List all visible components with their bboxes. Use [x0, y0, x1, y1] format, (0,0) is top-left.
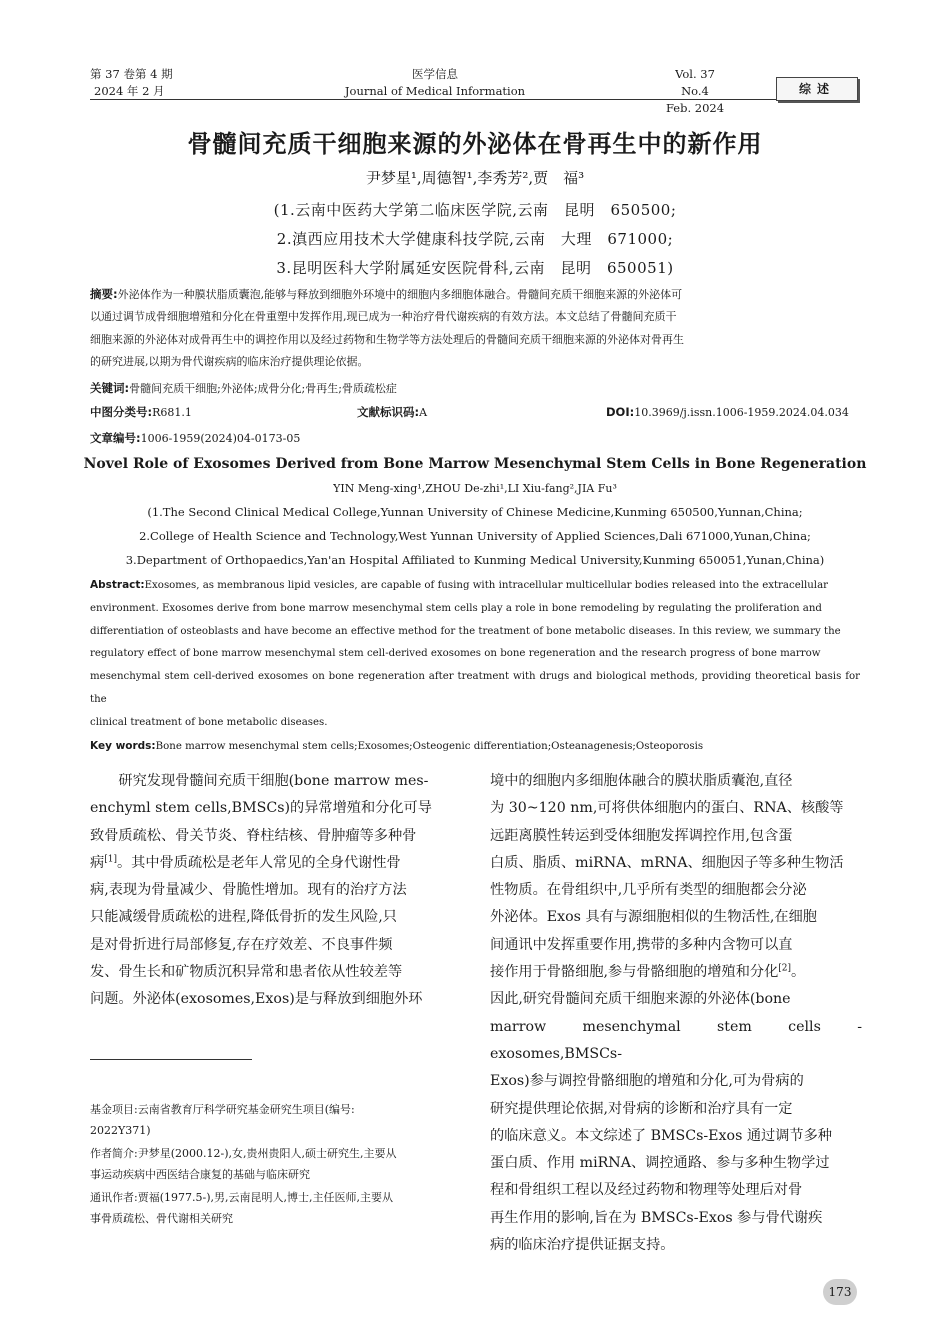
clc-label: 中图分类号: — [90, 405, 153, 419]
keywords-cn — [90, 379, 397, 398]
footnote-line: 事运动疾病中西医结合康复的基础与临床研究 — [90, 1168, 310, 1181]
body-line: 为 30~120 nm,可将供体细胞内的蛋白、RNA、核酸等 — [490, 800, 844, 817]
body-line: 是对骨折进行局部修复,存在疗效差、不良事件频 — [90, 936, 393, 953]
body-line: 病 — [90, 854, 105, 871]
abstract-cn-line: 细胞来源的外泌体对成骨再生中的调控作用以及经过药物和生物学等方法处理后的骨髓间充质干细胞来源的外泌体对骨再生 — [90, 332, 684, 346]
abstract-en — [90, 574, 860, 758]
body-line: 的临床意义。本文综述了 BMSCs-Exos 通过调节多种 — [490, 1127, 832, 1144]
journal-name-cn: 医学信息 — [412, 67, 458, 81]
article-number — [90, 429, 300, 448]
abstract-en-line: mesenchymal stem cell-derived exosomes on bone regeneration after treatment with drugs and biological methods, providing theoretical basis for the — [90, 671, 860, 705]
keywords-cn-value: 骨髓间充质干细胞;外泌体;成骨分化;骨再生;骨质疏松症 — [129, 382, 397, 395]
doi — [606, 403, 849, 422]
doi-value: 10.3969/j.issn.1006-1959.2024.04.034 — [634, 406, 849, 419]
abstract-cn-line: 外泌体作为一种膜状脂质囊泡,能够与释放到细胞外环境中的细胞内多细胞体融合。骨髓间充质干细胞来源的外泌体可 — [117, 288, 683, 301]
body-line: enchyml stem cells,BMSCs)的异常增殖和分化可导 — [90, 800, 432, 817]
body-line: marrow mesenchymal stem cells - exosomes,BMSCs- — [490, 1018, 862, 1062]
body-line: 程和骨组织工程以及经过药物和物理等处理后对骨 — [490, 1182, 803, 1199]
abstract-cn-line: 的研究进展,以期为骨代谢疾病的临床治疗提供理论依据。 — [90, 354, 369, 368]
authors-cn: 尹梦星¹,周德智¹,李秀芳²,贾 福³ — [365, 169, 585, 187]
journal-name — [340, 66, 530, 100]
page-number: 173 — [823, 1279, 857, 1305]
affiliation-cn-2: 2.滇西应用技术大学健康科技学院,云南 大理 671000; — [276, 230, 674, 248]
journal-issue — [90, 66, 173, 100]
body-line: 致骨质疏松、骨关节炎、脊柱结核、骨肿瘤等多种骨 — [90, 827, 417, 844]
article-number-value: 1006-1959(2024)04-0173-05 — [140, 432, 301, 445]
affiliation-en-2: 2.College of Health Science and Technology,West Yunnan University of Applied Sciences,Dali 671000,Yunan,China; — [139, 529, 811, 543]
abstract-cn-label: 摘要: — [90, 287, 118, 301]
affiliation-en-1: (1.The Second Clinical Medical College,Yunnan University of Chinese Medicine,Kunming 650500,Yunnan,China; — [147, 505, 803, 519]
body-column-right — [490, 768, 862, 1259]
footnote-line: 作者简介:尹梦星(2000.12-),女,贵州贵阳人,硕士研究生,主要从 — [90, 1147, 397, 1160]
footnote-rule — [90, 1059, 252, 1060]
issue-volume: 第 37 卷第 4 期 — [90, 67, 173, 81]
keywords-cn-label: 关键词: — [90, 381, 130, 395]
abstract-en-line: clinical treatment of bone metabolic diseases. — [90, 716, 328, 728]
abstract-cn — [90, 283, 860, 373]
body-line: 研究发现骨髓间充质干细胞(bone marrow mes- — [118, 773, 429, 789]
body-line: 病的临床治疗提供证据支持。 — [490, 1237, 675, 1254]
issue-date: 2024 年 2 月 — [94, 84, 165, 98]
body-line: 间通讯中发挥重要作用,携带的多种内含物可以直 — [490, 936, 793, 953]
abstract-en-line: regulatory effect of bone marrow mesenchymal stem cell-derived exosomes on bone regeneration and the research progress of bone marrow — [90, 648, 821, 660]
journal-name-en: Journal of Medical Information — [344, 84, 526, 98]
footnote-line: 基金项目:云南省教育厅科学研究基金研究生项目(编号: — [90, 1103, 355, 1116]
footnote-line: 事骨质疏松、骨代谢相关研究 — [90, 1212, 233, 1225]
abstract-en-line: Exosomes, as membranous lipid vesicles, are capable of fusing with intracellular multicellular bodies released into the extracellular — [144, 580, 829, 591]
citation-ref-1-tail: 。 — [116, 854, 132, 871]
affiliation-cn-3: 3.昆明医科大学附属延安医院骨科,云南 昆明 650051) — [276, 259, 674, 277]
footnote-corresponding — [90, 1187, 460, 1229]
keywords-en-label: Key words: — [90, 739, 156, 752]
body-line: 性物质。在骨组织中,几乎所有类型的细胞都会分泌 — [490, 882, 807, 899]
citation-ref-2-tail: 。 — [791, 964, 806, 981]
footnote-line: 通讯作者:贾福(1977.5-),男,云南昆明人,博士,主任医师,主要从 — [90, 1191, 393, 1204]
authors-en: YIN Meng-xing¹,ZHOU De-zhi¹,LI Xiu-fang²,JIA Fu³ — [333, 482, 617, 495]
header-rule — [90, 99, 776, 100]
date-en: Feb. 2024 — [665, 101, 725, 115]
section-badge: 综述 — [776, 77, 858, 101]
citation-ref-1: [1] — [104, 854, 117, 865]
body-line: 蛋白质、作用 miRNA、调控通路、参与多种生物学过 — [490, 1155, 830, 1172]
body-line: 境中的细胞内多细胞体融合的膜状脂质囊泡,直径 — [490, 773, 793, 789]
doc-code-label: 文献标识码: — [357, 405, 420, 419]
journal-volume-en — [660, 66, 730, 117]
affiliation-en-3: 3.Department of Orthopaedics,Yan'an Hospital Affiliated to Kunming Medical University,Kunming 650051,Yunan,China) — [125, 553, 825, 567]
article-title-en: Novel Role of Exosomes Derived from Bone Marrow Mesenchymal Stem Cells in Bone Regeneration — [83, 456, 867, 472]
body-line: 只能减缓骨质疏松的进程,降低骨折的发生风险,只 — [90, 909, 397, 926]
volume-en: Vol. 37 No.4 — [675, 67, 715, 98]
body-column-left — [90, 768, 462, 1014]
body-line: Exos)参与调控骨骼细胞的增殖和分化,可为骨病的 — [490, 1073, 804, 1090]
body-line: 发、骨生长和矿物质沉积异常和患者依从性较差等 — [90, 964, 403, 981]
body-line: 研究提供理论依据,对骨病的诊断和治疗具有一定 — [490, 1100, 793, 1117]
footnote-author — [90, 1143, 460, 1185]
abstract-en-line: environment. Exosomes derive from bone marrow mesenchymal stem cells play a role in bone remodeling by regulating the proliferation and — [90, 602, 822, 614]
citation-ref-2: [2] — [778, 963, 792, 974]
keywords-en-value: Bone marrow mesenchymal stem cells;Exosomes;Osteogenic differentiation;Osteanagenesis;Osteoporosis — [155, 740, 704, 752]
body-line: 问题。外泌体(exosomes,Exos)是与释放到细胞外环 — [90, 991, 423, 1008]
body-line: 白质、脂质、miRNA、mRNA、细胞因子等多种生物活 — [490, 854, 844, 871]
footnote-fund — [90, 1099, 460, 1141]
abstract-en-label: Abstract: — [90, 579, 145, 591]
body-line: 接作用于骨骼细胞,参与骨骼细胞的增殖和分化 — [490, 964, 779, 981]
footnote-line: 2022Y371) — [90, 1124, 151, 1137]
doc-code — [357, 403, 427, 422]
abstract-cn-line: 以通过调节成骨细胞增殖和分化在骨重塑中发挥作用,现已成为一种治疗骨代谢疾病的有效方法。本文总结了骨髓间充质干 — [90, 310, 677, 324]
clc-number — [90, 403, 192, 422]
clc-value: R681.1 — [152, 406, 192, 419]
doi-label: DOI: — [606, 405, 635, 419]
body-line: 外泌体。Exos 具有与源细胞相似的生物活性,在细胞 — [490, 909, 817, 926]
article-title-cn: 骨髓间充质干细胞来源的外泌体在骨再生中的新作用 — [187, 129, 763, 158]
body-line: 其中骨质疏松是老年人常见的全身代谢性骨 — [131, 854, 401, 871]
body-line: 因此,研究骨髓间充质干细胞来源的外泌体(bone — [490, 991, 791, 1008]
doc-code-value: A — [419, 406, 428, 419]
abstract-en-line: differentiation of osteoblasts and have become an effective method for the treatment of bone metabolic diseases. In this review, we summary the — [90, 625, 841, 637]
body-line: 再生作用的影响,旨在为 BMSCs-Exos 参与骨代谢疾 — [490, 1209, 823, 1226]
body-line: 病,表现为骨量减少、骨脆性增加。现有的治疗方法 — [90, 882, 407, 899]
article-number-label: 文章编号: — [90, 431, 141, 445]
body-line: 远距离膜性转运到受体细胞发挥调控作用,包含蛋 — [490, 827, 793, 844]
affiliation-cn-1: (1.云南中医药大学第二临床医学院,云南 昆明 650500; — [273, 201, 677, 219]
